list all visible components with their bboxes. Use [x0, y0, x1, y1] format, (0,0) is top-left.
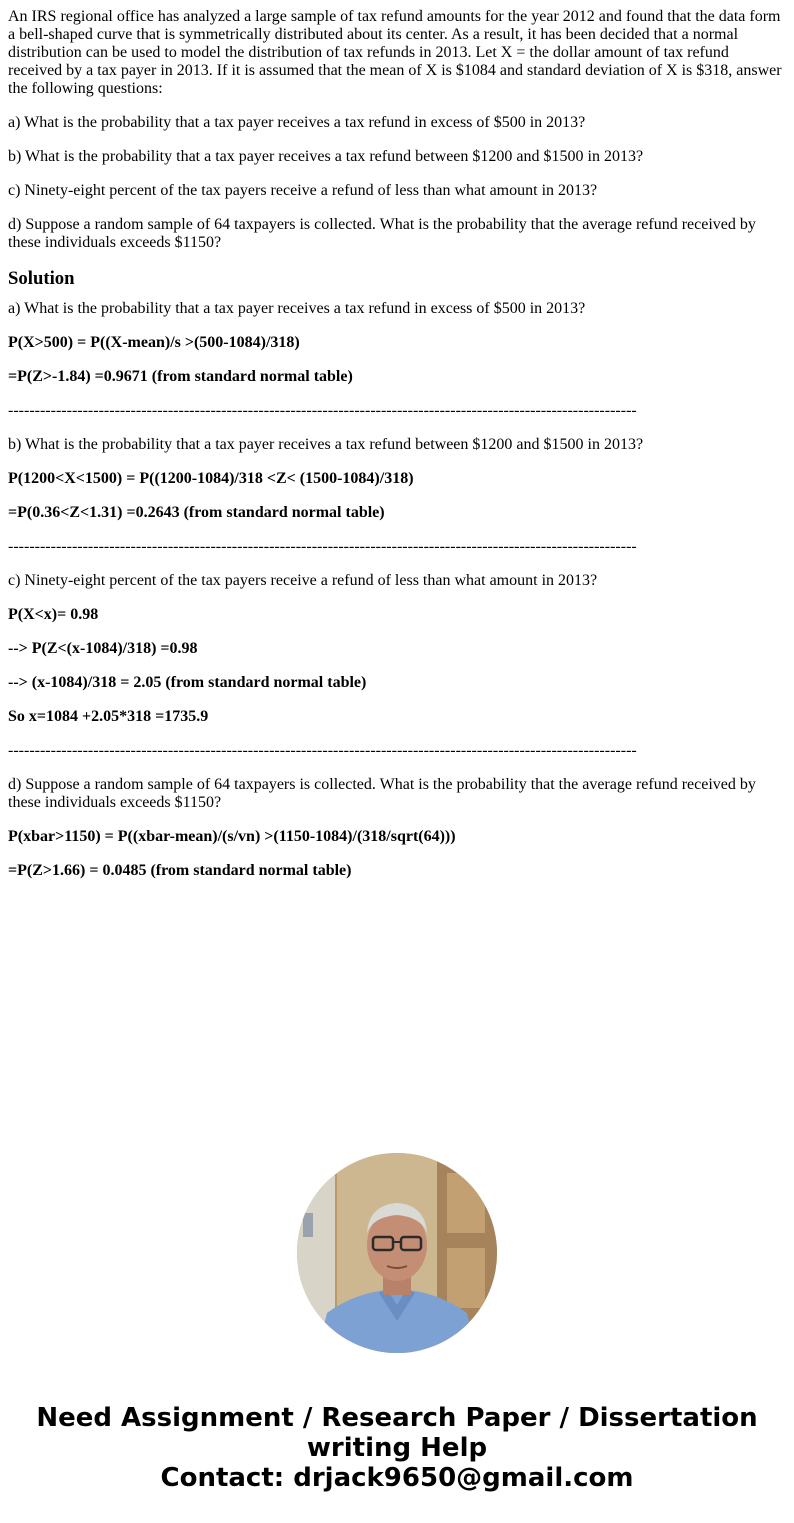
solution-a-question: a) What is the probability that a tax payer receives a tax refund in excess of $500 in 2013? — [8, 300, 586, 317]
solution-c-step-3: --> (x-1084)/318 = 2.05 (from standard normal table) — [8, 674, 367, 691]
divider-2: ---------------------------------------------------------------------------------------------------------------------- — [8, 538, 637, 555]
divider-3: ---------------------------------------------------------------------------------------------------------------------- — [8, 742, 637, 759]
question-c: c) Ninety-eight percent of the tax payers receive a refund of less than what amount in 2013? — [8, 182, 598, 199]
solution-heading: Solution — [8, 268, 75, 289]
question-a: a) What is the probability that a tax payer receives a tax refund in excess of $500 in 2013? — [8, 114, 586, 131]
solution-c-question: c) Ninety-eight percent of the tax payers receive a refund of less than what amount in 2013? — [8, 572, 598, 589]
promo-banner — [0, 1403, 794, 1493]
question-d: d) Suppose a random sample of 64 taxpayers is collected. What is the probability that the average refund received by these individuals exceeds $1150? — [8, 216, 756, 251]
question-b: b) What is the probability that a tax payer receives a tax refund between $1200 and $1500 in 2013? — [8, 148, 644, 165]
promo-line-2: writing Help — [306, 1433, 488, 1463]
divider-1: ---------------------------------------------------------------------------------------------------------------------- — [8, 402, 637, 419]
solution-c-step-1: P(X<x)= 0.98 — [8, 606, 99, 623]
solution-c-step-2: --> P(Z<(x-1084)/318) =0.98 — [8, 640, 198, 657]
solution-d-question: d) Suppose a random sample of 64 taxpayers is collected. What is the probability that the average refund received by these individuals exceeds $1150? — [8, 776, 756, 811]
solution-d-step-1: P(xbar>1150) = P((xbar-mean)/(s/vn) >(1150-1084)/(318/sqrt(64))) — [8, 828, 456, 845]
document-body — [8, 8, 786, 896]
promo-contact: Contact: drjack9650@gmail.com — [160, 1463, 634, 1493]
tutor-photo-icon — [297, 1153, 497, 1353]
solution-b-step-1: P(1200<X<1500) = P((1200-1084)/318 <Z< (1500-1084)/318) — [8, 470, 414, 487]
solution-a-step-2: =P(Z>-1.84) =0.9671 (from standard normal table) — [8, 368, 353, 385]
question-intro: An IRS regional office has analyzed a large sample of tax refund amounts for the year 2012 and found that the data form a bell-shaped curve that is symmetrically distributed about its center. As a result, it has been decided that a normal distribution can be used to model the distribution of tax refunds in 2013. Let X = the dollar amount of tax refund received by a tax payer in 2013. If it is assumed that the mean of X is $1084 and standard deviation of X is $318, answer the following questions: — [8, 8, 782, 97]
solution-a-step-1: P(X>500) = P((X-mean)/s >(500-1084)/318) — [8, 334, 300, 351]
solution-c-step-4: So x=1084 +2.05*318 =1735.9 — [8, 708, 209, 725]
promo-line-1: Need Assignment / Research Paper / Dissertation — [36, 1403, 758, 1433]
solution-b-step-2: =P(0.36<Z<1.31) =0.2643 (from standard normal table) — [8, 504, 385, 521]
solution-d-step-2: =P(Z>1.66) = 0.0485 (from standard normal table) — [8, 862, 352, 879]
solution-b-question: b) What is the probability that a tax payer receives a tax refund between $1200 and $1500 in 2013? — [8, 436, 644, 453]
